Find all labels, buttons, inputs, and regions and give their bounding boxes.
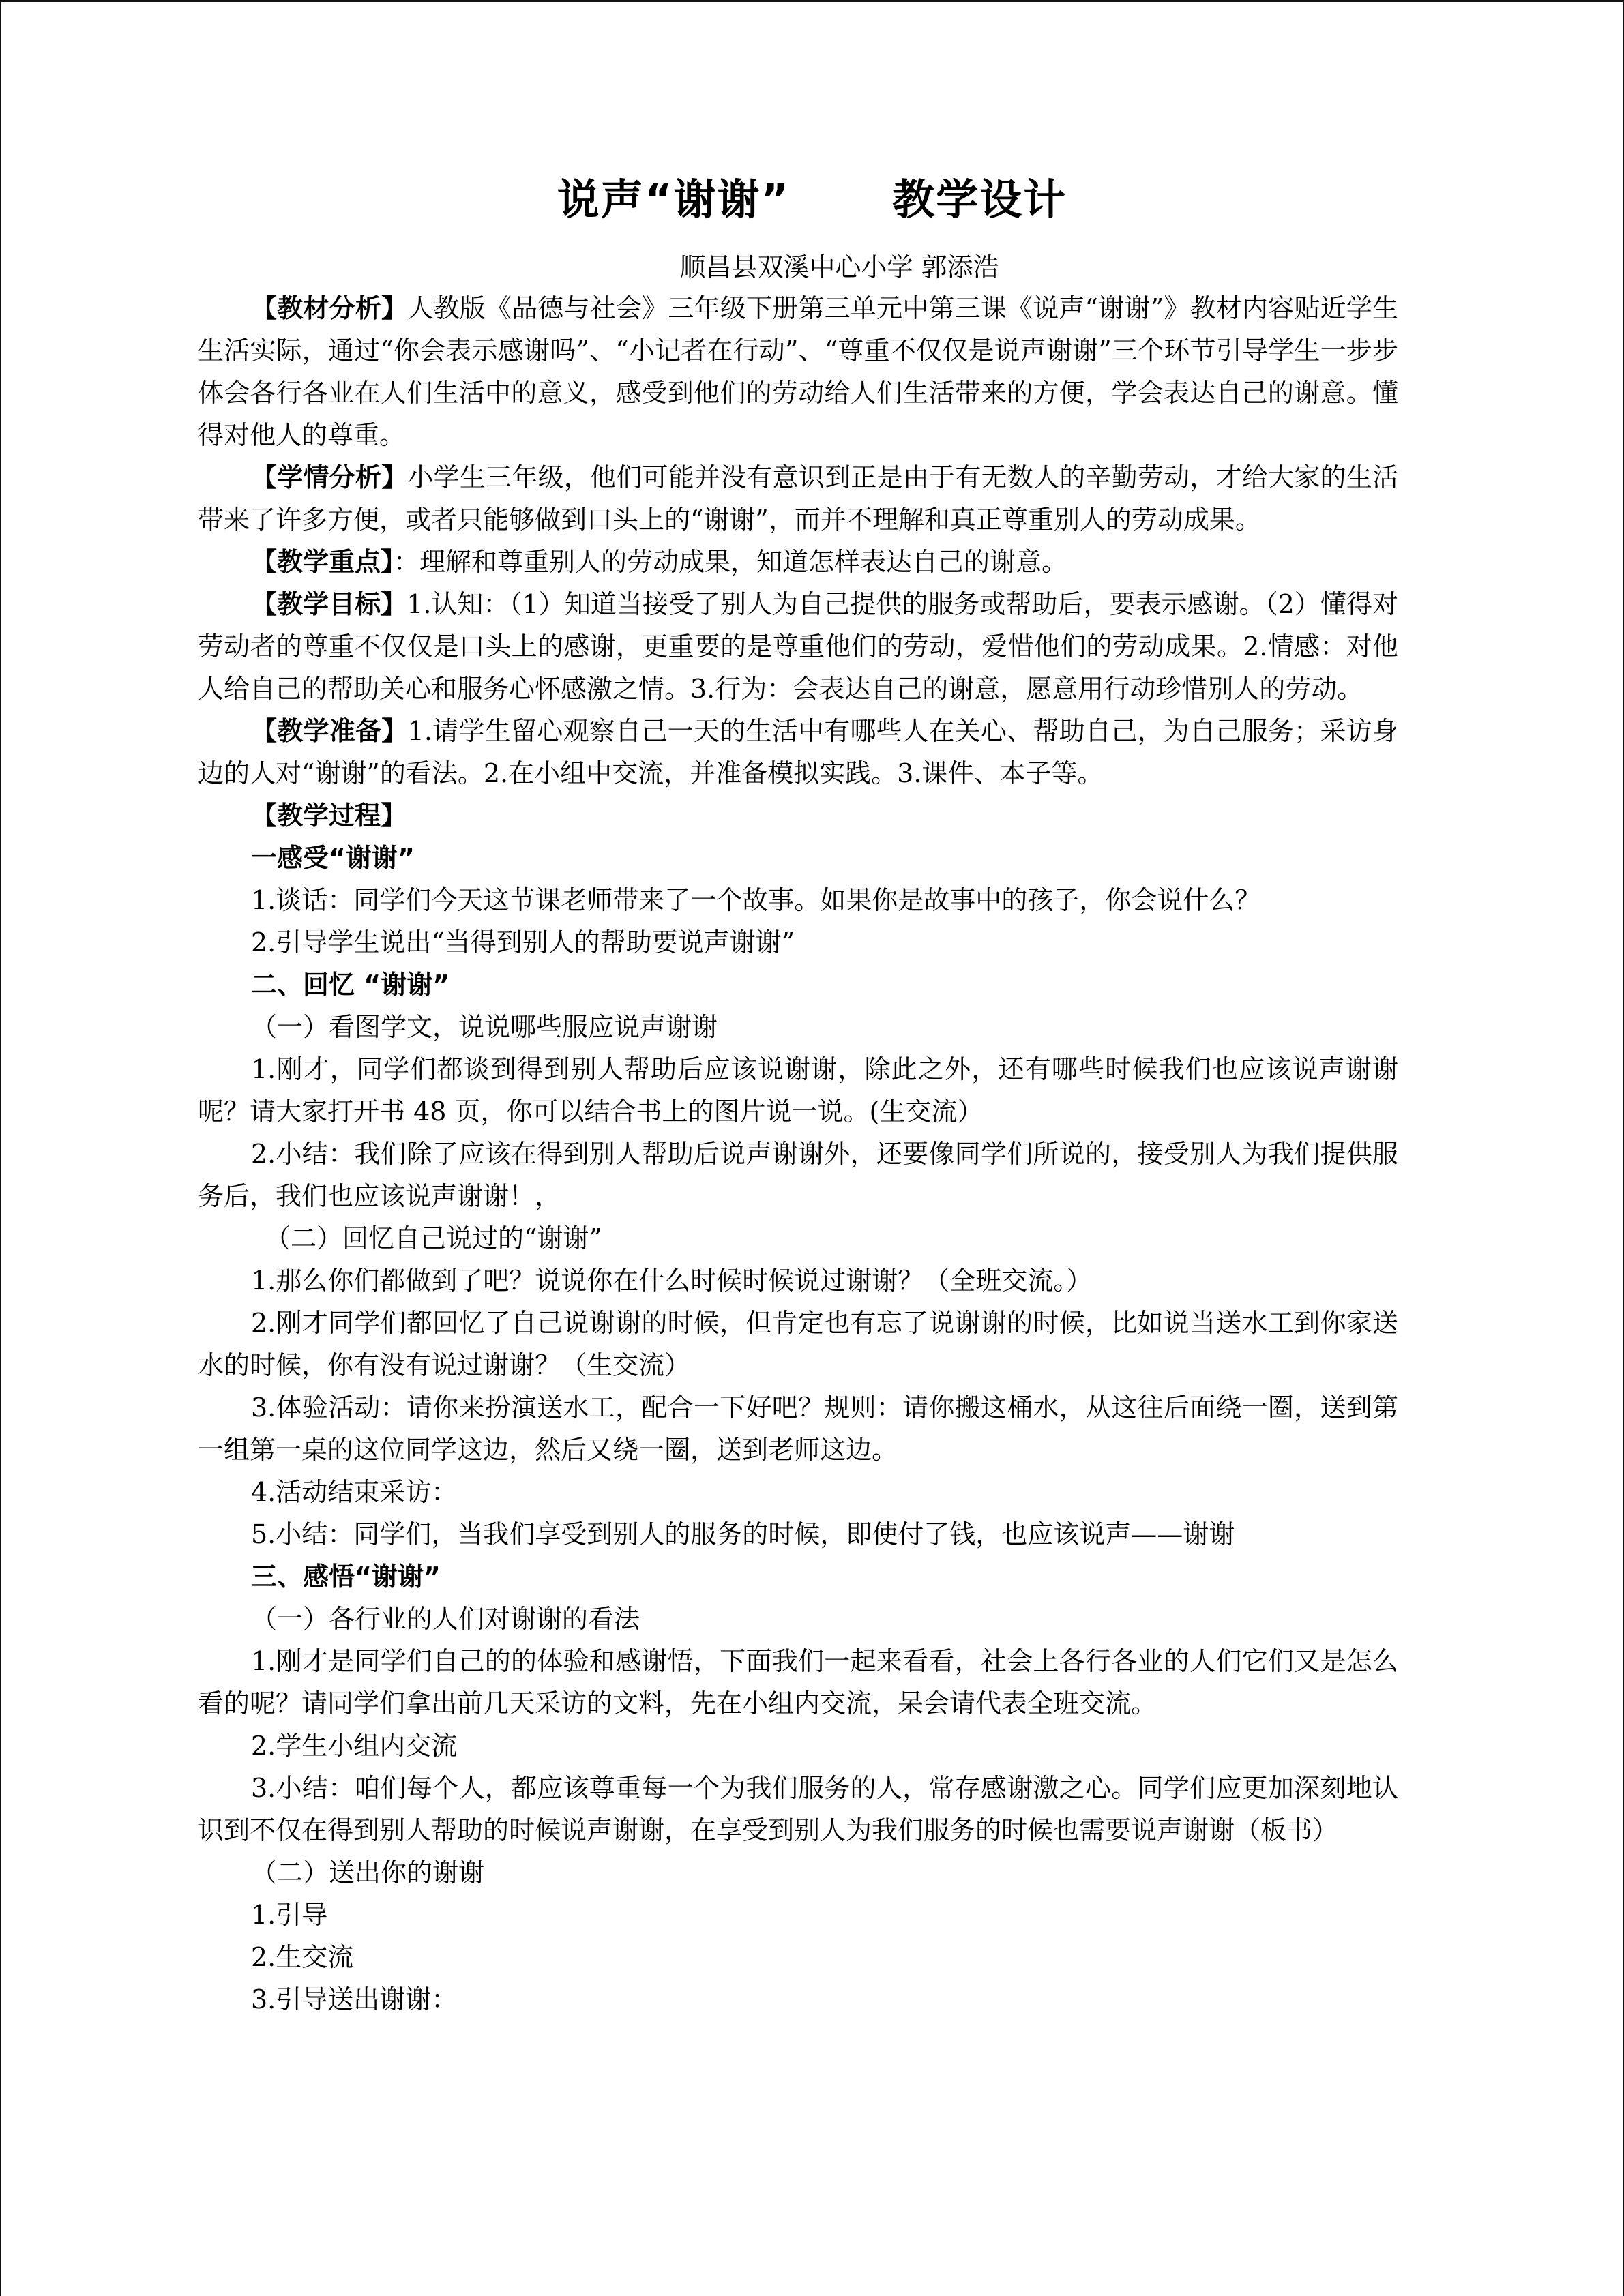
process-item: 2.学生小组内交流 [251,1731,458,1761]
author-line: 顺昌县双溪中心小学 郭添浩 [679,252,999,282]
section-teaching-goals [198,583,1398,710]
section-teaching-process-heading: 【教学过程】 [251,801,407,831]
process-subheading: （一）各行业的人们对谢谢的看法 [251,1604,640,1634]
process-item: 1.那么你们都做到了吧？说说你在什么时候时候说过谢谢？（全班交流。） [251,1266,1093,1296]
process-item: 1.引导 [251,1900,328,1930]
section-learner-analysis [198,456,1398,541]
process-item: 2.生交流 [251,1942,354,1972]
process-item: 3.体验活动：请你来扮演送水工，配合一下好吧？规则：请你搬这桶水，从这往后面绕一圈，送到第一组第一桌的这位同学这边，然后又绕一圈，送到老师这边。 [198,1392,1398,1465]
process-item: 2.引导学生说出“当得到别人的帮助要说声谢谢” [251,927,795,957]
process-item: 3.引导送出谢谢： [251,1984,458,2014]
section-label: 【教学目标】 [251,589,407,619]
process-item: 5.小结：同学们，当我们享受到别人的服务的时候，即使付了钱，也应该说声——谢谢 [251,1519,1235,1549]
process-heading-1: 一感受“谢谢” [251,843,415,873]
section-text: 1.认知：（1）知道当接受了别人为自己提供的服务或帮助后，要表示感谢。（2）懂得对劳动者的尊重不仅仅是口头上的感谢，更重要的是尊重他们的劳动，爱惜他们的劳动成果。2.情感：对他人给自己的帮助关心和服务心怀感激之情。3.行为：会表达自己的谢意，愿意用行动珍惜别人的劳动。 [198,589,1398,704]
title-part1: 说声“谢谢” [557,175,791,224]
process-item: 1.谈话：同学们今天这节课老师带来了一个故事。如果你是故事中的孩子，你会说什么？ [251,885,1261,915]
process-item: 4.活动结束采访： [251,1477,458,1507]
section-label: 【教材分析】 [251,293,408,323]
section-text: 1.请学生留心观察自己一天的生活中有哪些人在关心、帮助自己，为自己服务；采访身边的人对“谢谢”的看法。2.在小组中交流，并准备模拟实践。3.课件、本子等。 [198,716,1398,788]
process-subheading: （二）回忆自己说过的“谢谢” [265,1223,602,1253]
process-item: 1.刚才是同学们自己的的体验和感谢悟，下面我们一起来看看，社会上各行各业的人们它们又是怎么看的呢？请同学们拿出前几天采访的文料，先在小组内交流，呆会请代表全班交流。 [198,1646,1398,1718]
process-subheading: （二）送出你的谢谢 [251,1858,485,1888]
section-teaching-focus [198,541,1398,583]
process-item: 3.小结：咱们每个人，都应该尊重每一个为我们服务的人，常存感谢激之心。同学们应更加深刻地认识到不仅在得到别人帮助的时候说声谢谢，在享受到别人为我们服务的时候也需要说声谢谢（板书） [198,1773,1398,1845]
document-body [198,287,1398,2021]
process-item: 1.刚才，同学们都谈到得到别人帮助后应该说谢谢，除此之外，还有哪些时候我们也应该说声谢谢呢？请大家打开书 48 页，你可以结合书上的图片说一说。(生交流） [198,1054,1398,1127]
process-heading-3: 三、感悟“谢谢” [251,1562,441,1592]
process-item: 2.小结：我们除了应该在得到别人帮助后说声谢谢外，还要像同学们所说的，接受别人为我们提供服务后，我们也应该说声谢谢！， [198,1139,1398,1211]
document-title [1,166,1623,226]
section-label: 【教学准备】 [251,716,408,746]
section-textbook-analysis [198,287,1398,456]
title-part2: 教学设计 [892,175,1067,224]
section-text: 人教版《品德与社会》三年级下册第三单元中第三课《说声“谢谢”》教材内容贴近学生生活实际，通过“你会表示感谢吗”、“小记者在行动”、“尊重不仅仅是说声谢谢”三个环节引导学生一步步体会各行各业在人们生活中的意义，感受到他们的劳动给人们生活带来的方便，学会表达自己的谢意。懂得对他人的尊重。 [198,293,1398,450]
process-heading-2: 二、回忆 “谢谢” [251,970,450,1000]
section-text: ：理解和尊重别人的劳动成果，知道怎样表达自己的谢意。 [394,547,1068,577]
section-label: 【学情分析】 [251,462,408,492]
section-teaching-preparation [198,710,1398,794]
section-label: 【教学重点】 [251,547,394,577]
section-text: 小学生三年级，他们可能并没有意识到正是由于有无数人的辛勤劳动，才给大家的生活带来了许多方便，或者只能够做到口头上的“谢谢”，而并不理解和真正尊重别人的劳动成果。 [198,462,1398,535]
process-subheading: （一）看图学文，说说哪些服应说声谢谢 [251,1012,718,1042]
process-item: 2.刚才同学们都回忆了自己说谢谢的时候，但肯定也有忘了说谢谢的时候，比如说当送水工到你家送水的时候，你有没有说过谢谢？（生交流） [198,1308,1398,1380]
